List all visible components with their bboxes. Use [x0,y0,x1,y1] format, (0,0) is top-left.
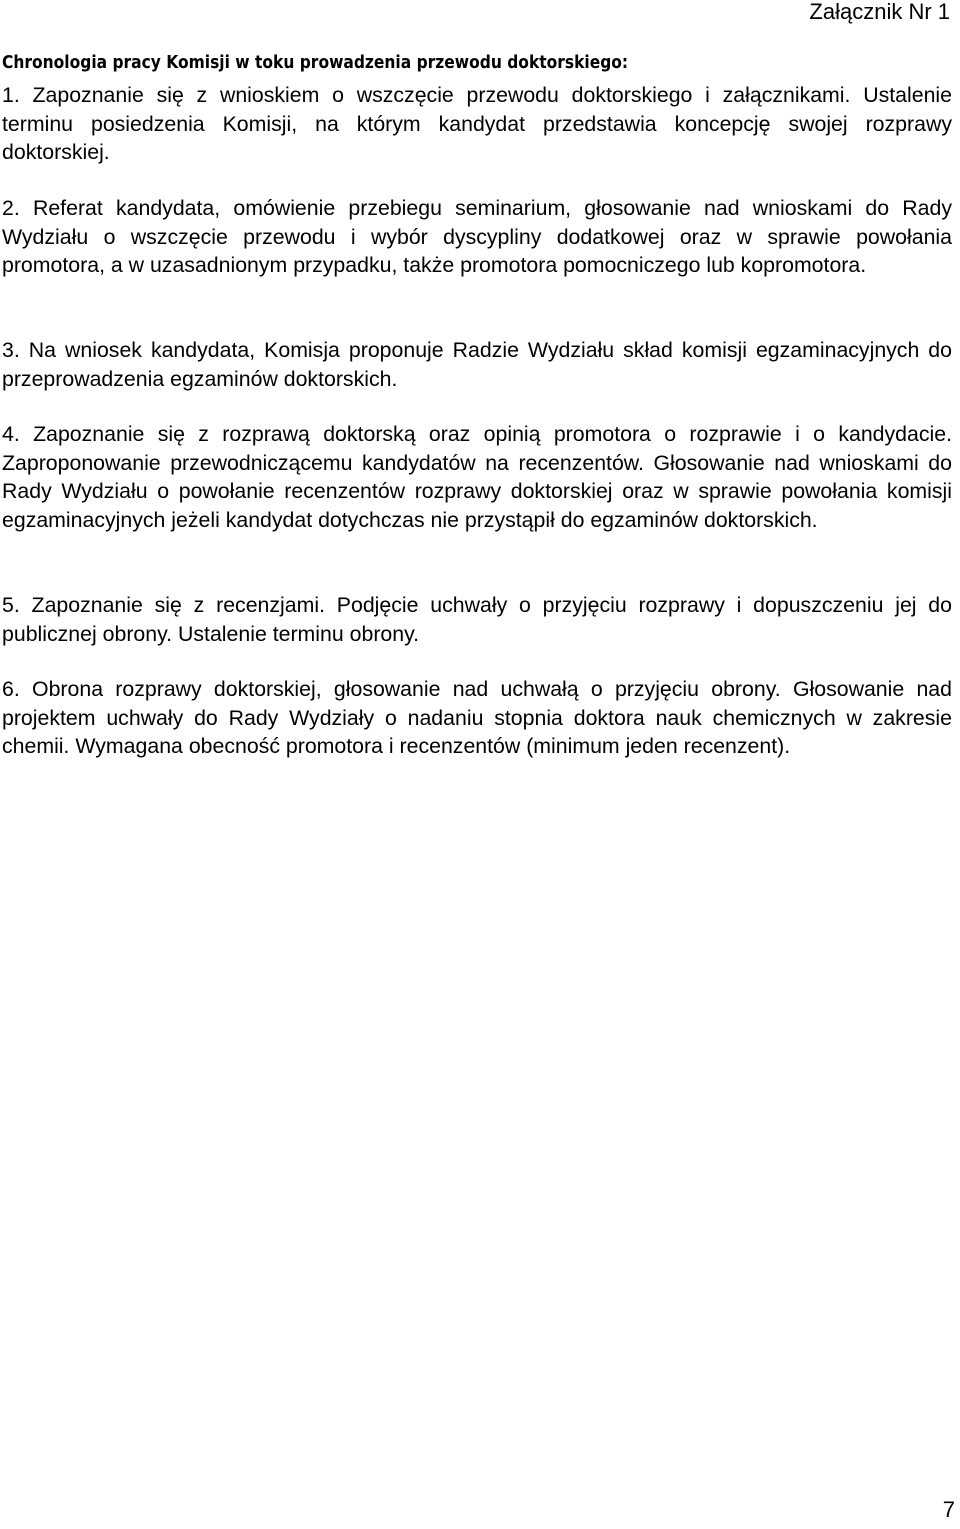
list-item-1: 1. Zapoznanie się z wnioskiem o wszczęcie przewodu doktorskiego i załącznikami. Ustalenie terminu posiedzenia Komisji, na którym kandydat przedstawia koncepcję swojej rozprawy doktorskiej. [2,83,952,164]
list-item-3: 3. Na wniosek kandydata, Komisja proponuje Radzie Wydziału skład komisji egzaminacyjnych do przeprowadzenia egzaminów doktorskich. [2,338,952,391]
document-heading: Chronologia pracy Komisji w toku prowadzenia przewodu doktorskiego: [2,52,629,73]
list-item-5: 5. Zapoznanie się z recenzjami. Podjęcie uchwały o przyjęciu rozprawy i dopuszczeniu jej do publicznej obrony. Ustalenie terminu obrony. [2,593,952,646]
annex-label: Załącznik Nr 1 [809,0,950,24]
list-item-2: 2. Referat kandydata, omówienie przebiegu seminarium, głosowanie nad wnioskami do Rady Wydziału o wszczęcie przewodu i wybór dyscypliny dodatkowej oraz w sprawie powołania promotora, a w uzasadnionym przypadku, także promotora pomocniczego lub kopromotora. [2,196,952,277]
list-item-4: 4. Zapoznanie się z rozprawą doktorską oraz opinią promotora o rozprawie i o kandydacie. Zaproponowanie przewodniczącemu kandydatów na recenzentów. Głosowanie nad wnioskami do Rady Wydziału o powołanie recenzentów rozprawy doktorskiej oraz w sprawie powołania komisji egzaminacyjnych jeżeli kandydat dotychczas nie przystąpił do egzaminów doktorskich. [2,422,952,532]
list-item-6: 6. Obrona rozprawy doktorskiej, głosowanie nad uchwałą o przyjęciu obrony. Głosowanie nad projektem uchwały do Rady Wydziały o nadaniu stopnia doktora nauk chemicznych w zakresie chemii. Wymagana obecność promotora i recenzentów (minimum jeden recenzent). [2,677,952,758]
page-number: 7 [942,1497,955,1522]
